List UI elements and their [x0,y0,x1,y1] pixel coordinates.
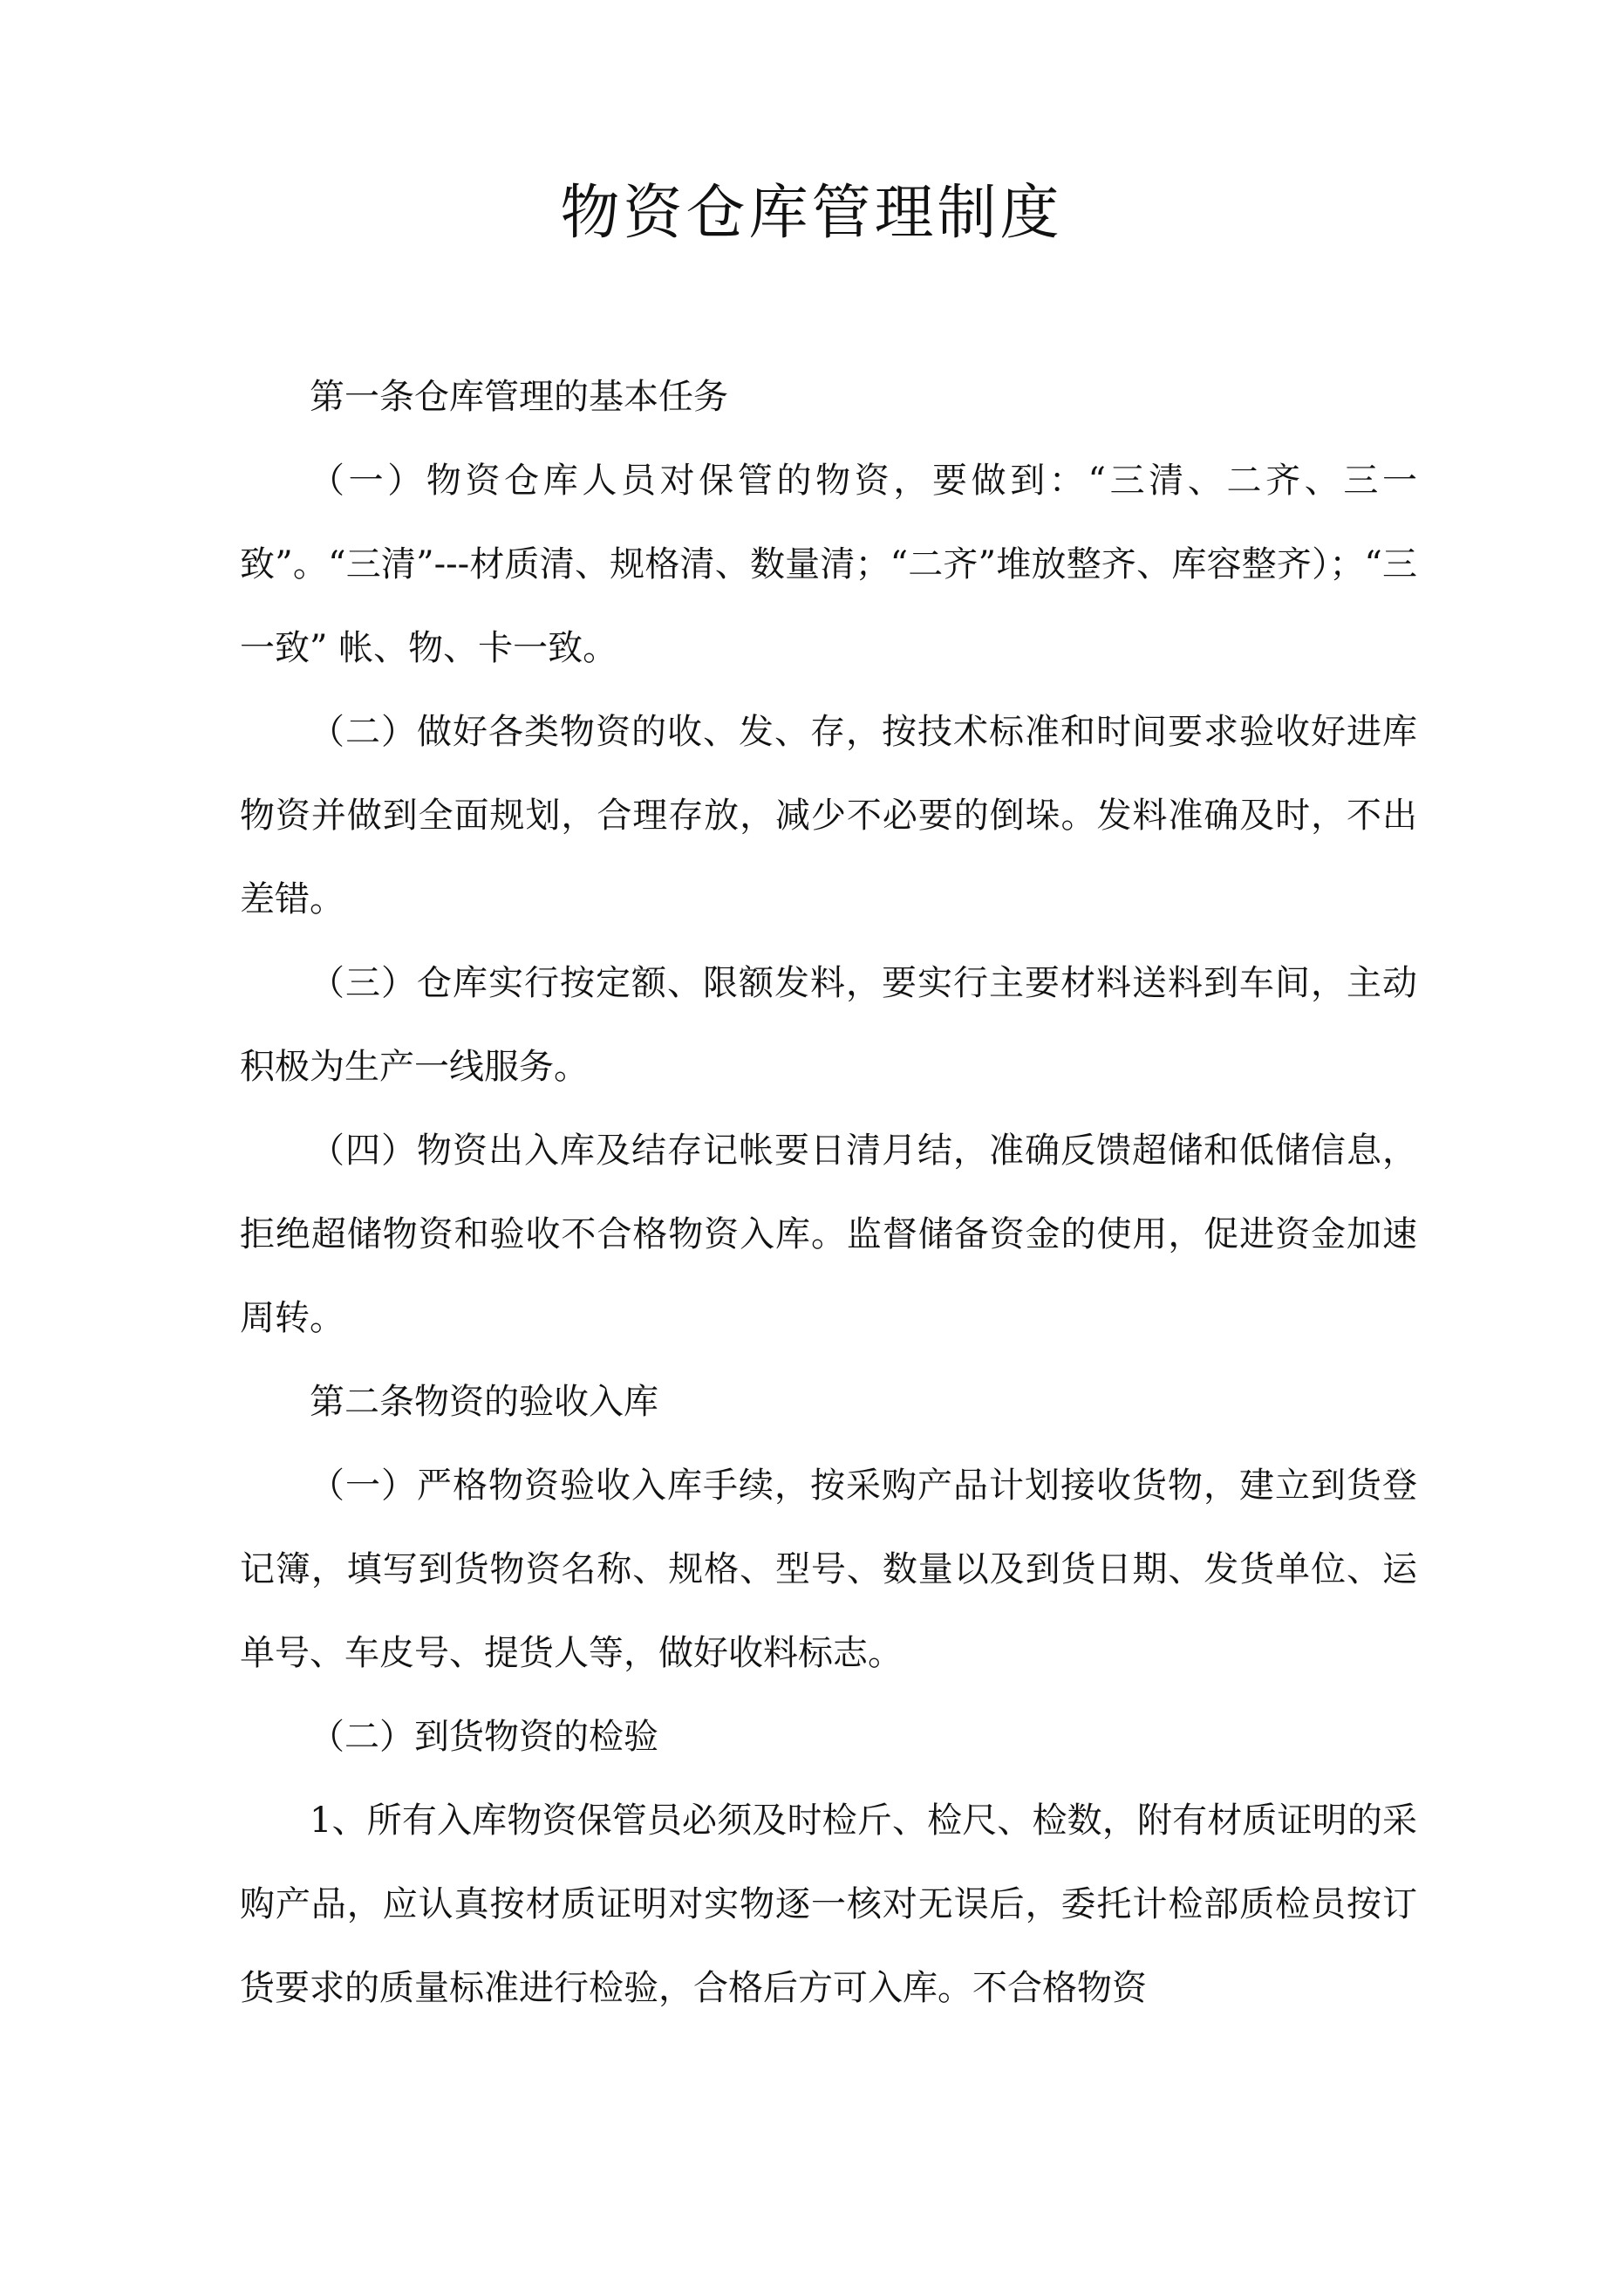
paragraph: （二）做好各类物资的收、发、存，按技术标准和时间要求验收好进库物资并做到全面规划，合理存放，减少不必要的倒垛。发料准确及时，不出差错。 [240,712,1417,919]
paragraph: （二）到货物资的检验 [310,1717,658,1757]
section-heading-2: 第二条物资的验收入库 [310,1382,658,1422]
paragraph: （四）物资出入库及结存记帐要日清月结，准确反馈超储和低储信息，拒绝超储物资和验收不合格物资入库。监督储备资金的使用，促进资金加速周转。 [240,1131,1417,1338]
document-title: 物资仓库管理制度 [560,179,1063,248]
paragraph: （一）严格物资验收入库手续，按采购产品计划接收货物，建立到货登记簿，填写到货物资名称、规格、型号、数量以及到货日期、发货单位、运单号、车皮号、提货人等，做好收料标志。 [240,1466,1417,1673]
paragraph: 1、所有入库物资保管员必须及时检斤、检尺、检数，附有材质证明的采购产品，应认真按材质证明对实物逐一核对无误后，委托计检部质检员按订货要求的质量标准进行检验，合格后方可入库。不合格物资 [240,1801,1417,2008]
paragraph: （一）物资仓库人员对保管的物资，要做到：“三清、二齐、三一致”。“三清”---材质清、规格清、数量清；“二齐”堆放整齐、库容整齐）；“三一致” 帐、物、卡一致。 [240,461,1417,668]
paragraph: （三）仓库实行按定额、限额发料，要实行主要材料送料到车间，主动积极为生产一线服务。 [240,963,1417,1087]
document-body [240,355,1417,2030]
section-heading-1: 第一条仓库管理的基本任务 [310,377,728,417]
